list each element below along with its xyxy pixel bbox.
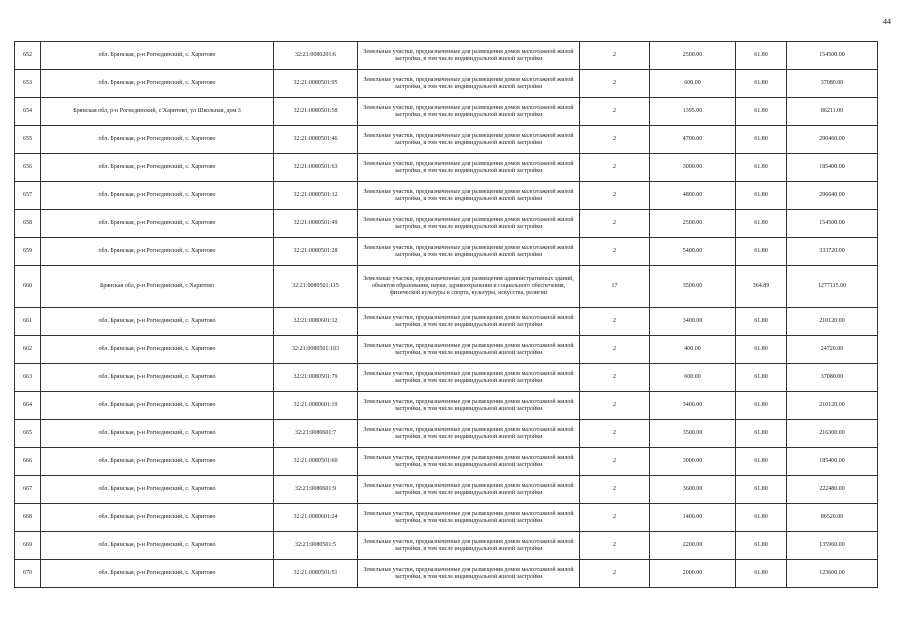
table-row [15, 308, 878, 336]
cadastral-number-cell: 32:21:0080501:63 [274, 154, 358, 182]
cadastral-number-cell: 32:21:0080501:5 [274, 532, 358, 560]
cadastral-value-cell: 333720.00 [787, 238, 878, 266]
permitted-use-cell: Земельные участки, предназначенные для размещения домов малоэтажной жилой застройки, в том числе индивидуальной жилой застройки [358, 154, 580, 182]
cadastral-value-cell: 210120.00 [787, 308, 878, 336]
group-cell: 2 [580, 336, 650, 364]
group-cell: 2 [580, 448, 650, 476]
specific-value-cell: 61.80 [736, 504, 787, 532]
specific-value-cell: 61.80 [736, 336, 787, 364]
area-cell: 1400.00 [650, 504, 736, 532]
group-cell: 2 [580, 210, 650, 238]
cadastral-value-cell: 154500.00 [787, 210, 878, 238]
area-cell: 5400.00 [650, 238, 736, 266]
permitted-use-cell: Земельные участки, предназначенные для размещения домов малоэтажной жилой застройки, в том числе индивидуальной жилой застройки [358, 126, 580, 154]
area-cell: 3500.00 [650, 420, 736, 448]
row-number-cell: 666 [15, 448, 41, 476]
cadastral-value-cell: 154500.00 [787, 42, 878, 70]
area-cell: 2200.00 [650, 532, 736, 560]
specific-value-cell: 61.80 [736, 98, 787, 126]
group-cell: 2 [580, 364, 650, 392]
permitted-use-cell: Земельные участки, предназначенные для размещения домов малоэтажной жилой застройки, в том числе индивидуальной жилой застройки [358, 182, 580, 210]
area-cell: 2500.00 [650, 210, 736, 238]
permitted-use-cell: Земельные участки, предназначенные для размещения домов малоэтажной жилой застройки, в том числе индивидуальной жилой застройки [358, 238, 580, 266]
address-cell: обл. Брянская, р-н Рогнединский, с. Харитово [41, 238, 274, 266]
cadastral-value-cell: 1277115.00 [787, 266, 878, 308]
row-number-cell: 662 [15, 336, 41, 364]
row-number-cell: 656 [15, 154, 41, 182]
permitted-use-cell: Земельные участки, предназначенные для размещения домов малоэтажной жилой застройки, в том числе индивидуальной жилой застройки [358, 504, 580, 532]
address-cell: обл. Брянская, р-н Рогнединский, с. Харитово [41, 392, 274, 420]
cadastral-value-cell: 222480.00 [787, 476, 878, 504]
cadastral-number-cell: 32:21:0080601:7 [274, 420, 358, 448]
page-number: 44 [883, 17, 891, 26]
table-row [15, 420, 878, 448]
address-cell: обл. Брянская, р-н Рогнединский, с. Харитово [41, 210, 274, 238]
specific-value-cell: 61.80 [736, 154, 787, 182]
cadastral-value-cell: 296640.00 [787, 182, 878, 210]
cadastral-number-cell: 32:21:0080601:9 [274, 476, 358, 504]
cadastral-number-cell: 32:21:0080601:12 [274, 308, 358, 336]
row-number-cell: 654 [15, 98, 41, 126]
row-number-cell: 655 [15, 126, 41, 154]
cadastral-number-cell: 32:21:0080601:24 [274, 504, 358, 532]
row-number-cell: 663 [15, 364, 41, 392]
cadastral-value-cell: 210120.00 [787, 392, 878, 420]
area-cell: 4800.00 [650, 182, 736, 210]
cadastral-number-cell: 32:21:0080501:51 [274, 560, 358, 588]
cadastral-number-cell: 32:21:0080501:60 [274, 448, 358, 476]
permitted-use-cell: Земельные участки, предназначенные для размещения домов малоэтажной жилой застройки, в том числе индивидуальной жилой застройки [358, 98, 580, 126]
area-cell: 2000.00 [650, 560, 736, 588]
cadastral-number-cell: 32:21:0080201:6 [274, 42, 358, 70]
address-cell: обл. Брянская, р-н Рогнединский, с. Харитово [41, 420, 274, 448]
address-cell: обл. Брянская, р-н Рогнединский, с. Харитово [41, 42, 274, 70]
cadastral-value-cell: 135960.00 [787, 532, 878, 560]
area-cell: 3600.00 [650, 476, 736, 504]
table-row [15, 126, 878, 154]
permitted-use-cell: Земельные участки, предназначенные для размещения домов малоэтажной жилой застройки, в том числе индивидуальной жилой застройки [358, 336, 580, 364]
row-number-cell: 658 [15, 210, 41, 238]
table-row [15, 154, 878, 182]
address-cell: обл. Брянская, р-н Рогнединский, с. Харитово [41, 476, 274, 504]
table-row [15, 70, 878, 98]
area-cell: 3500.00 [650, 266, 736, 308]
row-number-cell: 668 [15, 504, 41, 532]
row-number-cell: 652 [15, 42, 41, 70]
group-cell: 2 [580, 532, 650, 560]
area-cell: 400.00 [650, 336, 736, 364]
cadastral-value-cell: 86520.00 [787, 504, 878, 532]
permitted-use-cell: Земельные участки, предназначенные для размещения домов малоэтажной жилой застройки, в том числе индивидуальной жилой застройки [358, 560, 580, 588]
area-cell: 600.00 [650, 364, 736, 392]
permitted-use-cell: Земельные участки, предназначенные для размещения домов малоэтажной жилой застройки, в том числе индивидуальной жилой застройки [358, 70, 580, 98]
table-row [15, 336, 878, 364]
cadastral-number-cell: 32:21:0080501:12 [274, 182, 358, 210]
address-cell: обл. Брянская, р-н Рогнединский, с. Харитово [41, 126, 274, 154]
cadastral-value-cell: 37080.00 [787, 70, 878, 98]
row-number-cell: 670 [15, 560, 41, 588]
table-row [15, 98, 878, 126]
table-row [15, 266, 878, 308]
permitted-use-cell: Земельные участки, предназначенные для размещения домов малоэтажной жилой застройки, в том числе индивидуальной жилой застройки [358, 392, 580, 420]
group-cell: 2 [580, 182, 650, 210]
specific-value-cell: 61.80 [736, 126, 787, 154]
address-cell: обл. Брянская, р-н Рогнединский, с. Харитово [41, 182, 274, 210]
cadastral-value-cell: 216300.00 [787, 420, 878, 448]
cadastral-value-cell: 290460.00 [787, 126, 878, 154]
cadastral-value-cell: 185400.00 [787, 154, 878, 182]
permitted-use-cell: Земельные участки, предназначенные для размещения административных зданий, объектов образования, науки, здравоохранения и социального обеспечения, физической культуры и спорта, культуры, искусства, религии [358, 266, 580, 308]
row-number-cell: 664 [15, 392, 41, 420]
row-number-cell: 657 [15, 182, 41, 210]
table-row [15, 42, 878, 70]
table-body [15, 42, 878, 588]
cadastral-value-cell: 123600.00 [787, 560, 878, 588]
cadastral-value-cell: 37080.00 [787, 364, 878, 392]
group-cell: 2 [580, 70, 650, 98]
group-cell: 2 [580, 308, 650, 336]
row-number-cell: 665 [15, 420, 41, 448]
table-row [15, 238, 878, 266]
cadastral-number-cell: 32:21:0080501:95 [274, 70, 358, 98]
permitted-use-cell: Земельные участки, предназначенные для размещения домов малоэтажной жилой застройки, в том числе индивидуальной жилой застройки [358, 210, 580, 238]
specific-value-cell: 364.89 [736, 266, 787, 308]
area-cell: 3400.00 [650, 308, 736, 336]
specific-value-cell: 61.80 [736, 476, 787, 504]
table-row [15, 448, 878, 476]
cadastral-number-cell: 32:21:0080501:46 [274, 126, 358, 154]
address-cell: обл. Брянская, р-н Рогнединский, с. Харитово [41, 154, 274, 182]
address-cell: Брянская обл, р-н Рогнединский, с Харитово, ул Школьная, дом 3 [41, 98, 274, 126]
address-cell: Брянская обл, р-н Рогнединский, с Харитово [41, 266, 274, 308]
cadastral-value-cell: 24720.00 [787, 336, 878, 364]
table-row [15, 504, 878, 532]
group-cell: 2 [580, 154, 650, 182]
table-row [15, 392, 878, 420]
specific-value-cell: 61.80 [736, 70, 787, 98]
row-number-cell: 669 [15, 532, 41, 560]
permitted-use-cell: Земельные участки, предназначенные для размещения домов малоэтажной жилой застройки, в том числе индивидуальной жилой застройки [358, 364, 580, 392]
row-number-cell: 667 [15, 476, 41, 504]
specific-value-cell: 61.80 [736, 420, 787, 448]
area-cell: 3000.00 [650, 154, 736, 182]
cadastral-number-cell: 32:21:0080501:115 [274, 266, 358, 308]
specific-value-cell: 61.80 [736, 238, 787, 266]
group-cell: 2 [580, 126, 650, 154]
group-cell: 2 [580, 98, 650, 126]
area-cell: 600.00 [650, 70, 736, 98]
table-row [15, 476, 878, 504]
permitted-use-cell: Земельные участки, предназначенные для размещения домов малоэтажной жилой застройки, в том числе индивидуальной жилой застройки [358, 420, 580, 448]
address-cell: обл. Брянская, р-н Рогнединский, с. Харитово [41, 308, 274, 336]
address-cell: обл. Брянская, р-н Рогнединский, с. Харитово [41, 70, 274, 98]
specific-value-cell: 61.80 [736, 392, 787, 420]
group-cell: 2 [580, 420, 650, 448]
permitted-use-cell: Земельные участки, предназначенные для размещения домов малоэтажной жилой застройки, в том числе индивидуальной жилой застройки [358, 476, 580, 504]
table-row [15, 182, 878, 210]
address-cell: обл. Брянская, р-н Рогнединский, с. Харитово [41, 560, 274, 588]
specific-value-cell: 61.80 [736, 182, 787, 210]
group-cell: 2 [580, 238, 650, 266]
cadastral-number-cell: 32:21:0080501:79 [274, 364, 358, 392]
permitted-use-cell: Земельные участки, предназначенные для размещения домов малоэтажной жилой застройки, в том числе индивидуальной жилой застройки [358, 42, 580, 70]
row-number-cell: 659 [15, 238, 41, 266]
permitted-use-cell: Земельные участки, предназначенные для размещения домов малоэтажной жилой застройки, в том числе индивидуальной жилой застройки [358, 448, 580, 476]
cadastral-number-cell: 32:21:0080501:58 [274, 98, 358, 126]
table-row [15, 210, 878, 238]
area-cell: 4700.00 [650, 126, 736, 154]
cadastral-value-cell: 86211.00 [787, 98, 878, 126]
address-cell: обл. Брянская, р-н Рогнединский, с. Харитово [41, 336, 274, 364]
table-row [15, 560, 878, 588]
cadastral-value-table [14, 41, 878, 588]
address-cell: обл. Брянская, р-н Рогнединский, с. Харитово [41, 364, 274, 392]
address-cell: обл. Брянская, р-н Рогнединский, с. Харитово [41, 532, 274, 560]
row-number-cell: 660 [15, 266, 41, 308]
specific-value-cell: 61.80 [736, 560, 787, 588]
specific-value-cell: 61.80 [736, 210, 787, 238]
cadastral-number-cell: 32:21:0080501:28 [274, 238, 358, 266]
group-cell: 2 [580, 476, 650, 504]
area-cell: 3400.00 [650, 392, 736, 420]
group-cell: 2 [580, 42, 650, 70]
permitted-use-cell: Земельные участки, предназначенные для размещения домов малоэтажной жилой застройки, в том числе индивидуальной жилой застройки [358, 308, 580, 336]
cadastral-number-cell: 32:21:0080601:19 [274, 392, 358, 420]
specific-value-cell: 61.80 [736, 42, 787, 70]
cadastral-number-cell: 32:21:0080501:49 [274, 210, 358, 238]
group-cell: 17 [580, 266, 650, 308]
area-cell: 3000.00 [650, 448, 736, 476]
specific-value-cell: 61.80 [736, 308, 787, 336]
cadastral-value-cell: 185400.00 [787, 448, 878, 476]
permitted-use-cell: Земельные участки, предназначенные для размещения домов малоэтажной жилой застройки, в том числе индивидуальной жилой застройки [358, 532, 580, 560]
address-cell: обл. Брянская, р-н Рогнединский, с. Харитово [41, 504, 274, 532]
area-cell: 1395.00 [650, 98, 736, 126]
table-row [15, 532, 878, 560]
row-number-cell: 661 [15, 308, 41, 336]
specific-value-cell: 61.80 [736, 532, 787, 560]
specific-value-cell: 61.80 [736, 364, 787, 392]
row-number-cell: 653 [15, 70, 41, 98]
group-cell: 2 [580, 392, 650, 420]
cadastral-number-cell: 32:21:0080501:103 [274, 336, 358, 364]
area-cell: 2500.00 [650, 42, 736, 70]
group-cell: 2 [580, 504, 650, 532]
address-cell: обл. Брянская, р-н Рогнединский, с. Харитово [41, 448, 274, 476]
group-cell: 2 [580, 560, 650, 588]
table-row [15, 364, 878, 392]
specific-value-cell: 61.80 [736, 448, 787, 476]
